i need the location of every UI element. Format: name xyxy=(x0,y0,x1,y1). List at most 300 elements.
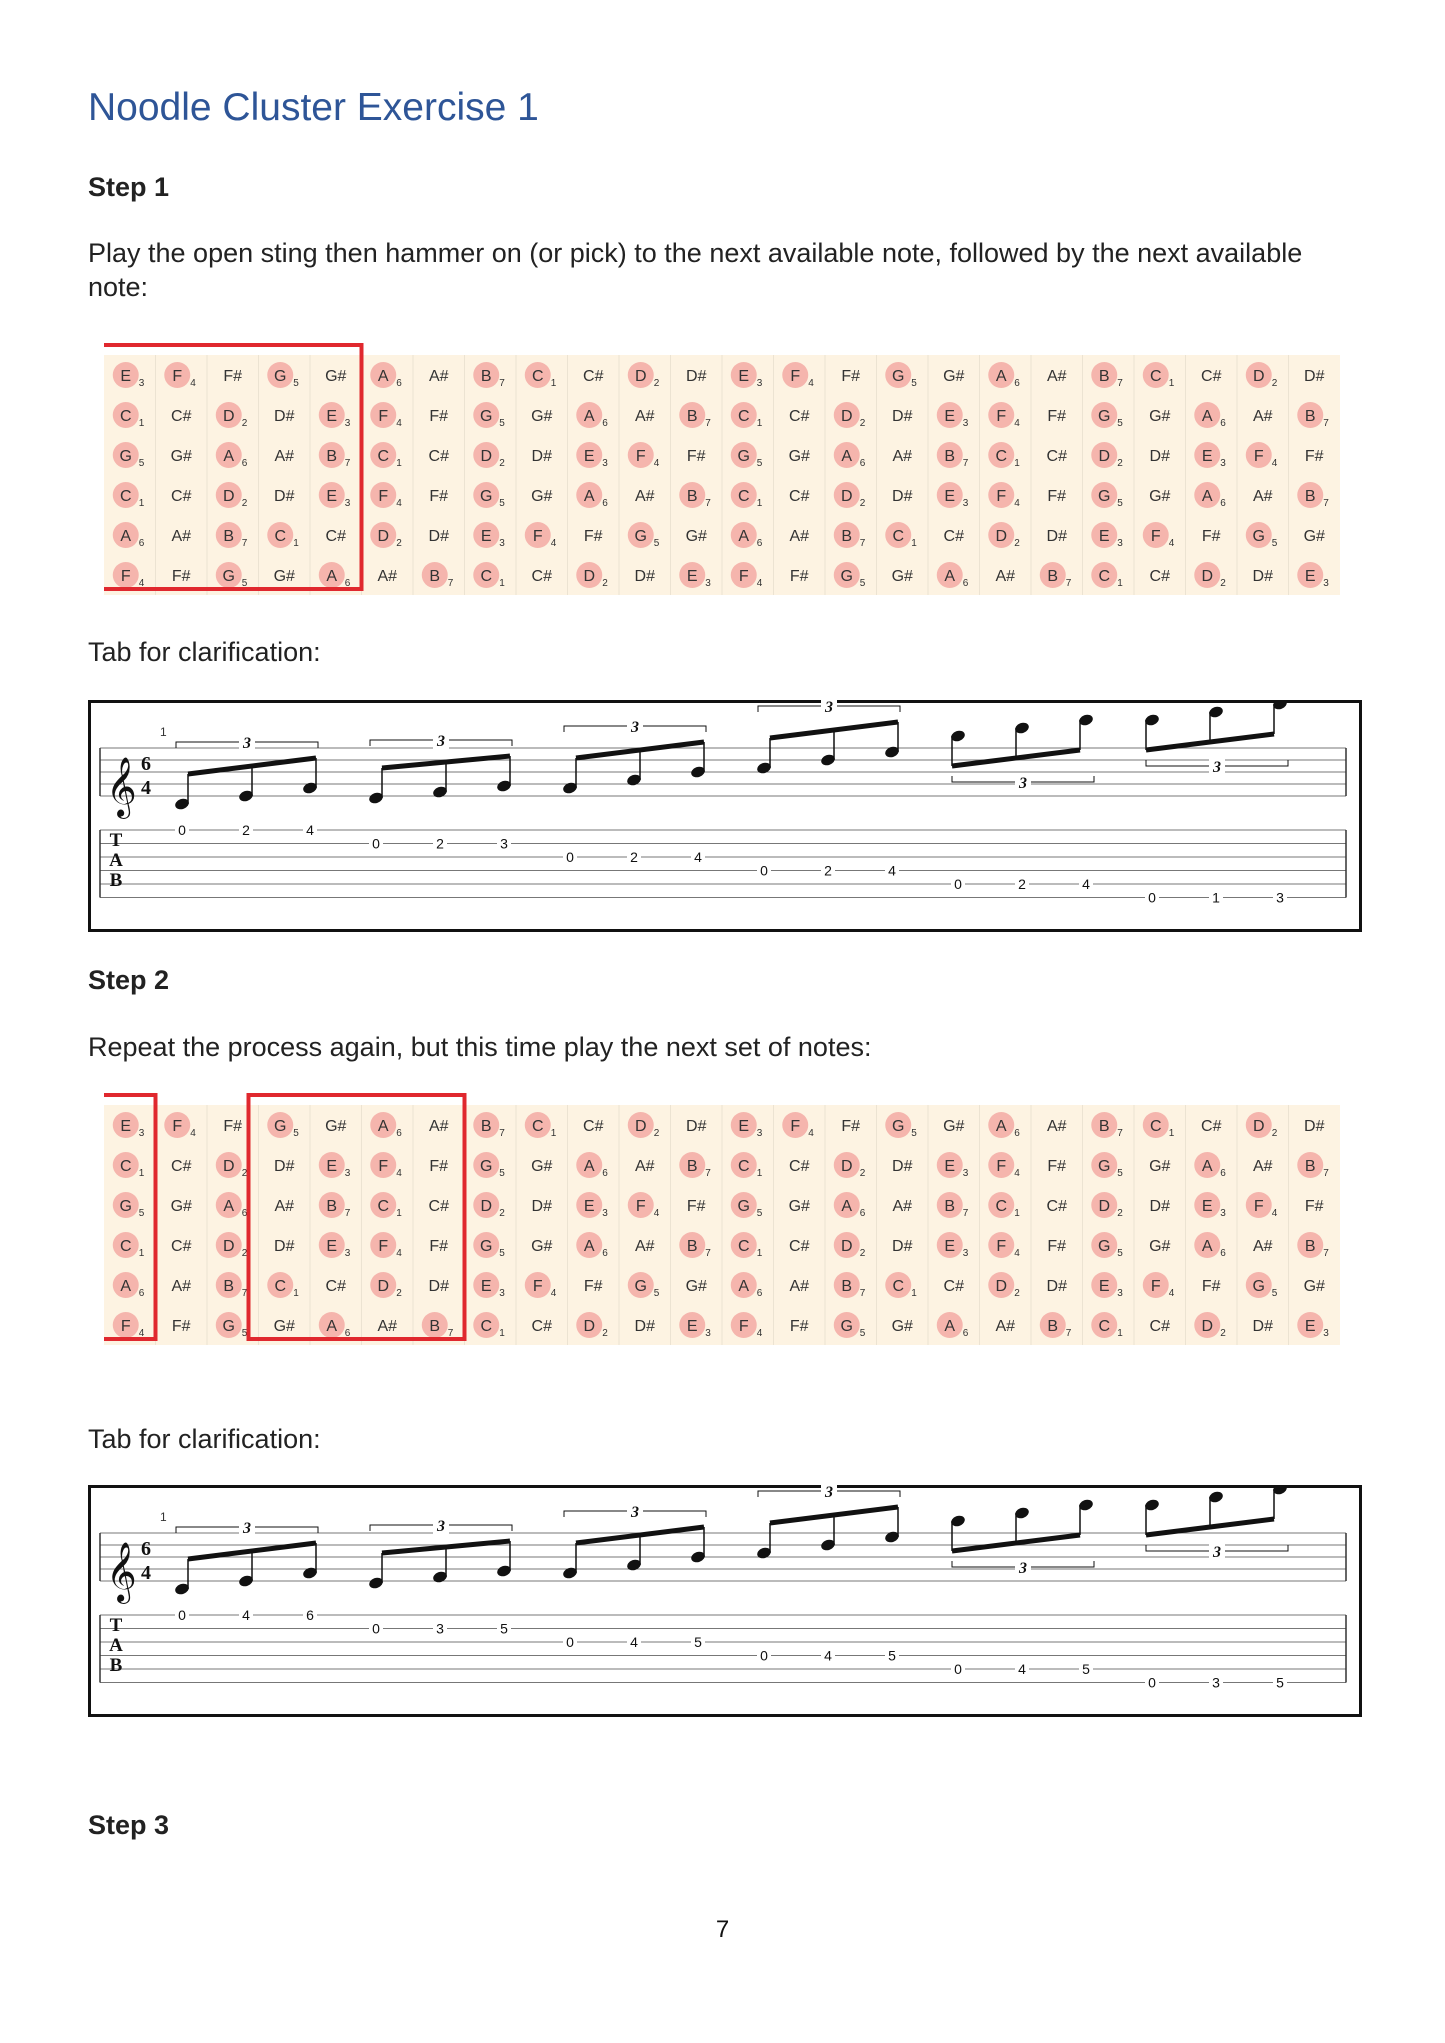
note-name: G# xyxy=(891,568,913,585)
note-subscript: 1 xyxy=(396,1208,402,1219)
note-subscript: 1 xyxy=(756,498,763,509)
note-subscript: 5 xyxy=(293,378,299,389)
note-name: D xyxy=(377,1278,390,1295)
fretboard-note xyxy=(1305,448,1324,465)
note-name: G# xyxy=(531,408,553,425)
fret-number: 0 xyxy=(760,862,768,879)
fret-number: 4 xyxy=(824,1647,832,1664)
fretboard-note xyxy=(1253,1158,1273,1175)
note-subscript: 7 xyxy=(1323,498,1329,509)
note-name: F xyxy=(120,1318,131,1335)
fretboard-note xyxy=(1047,1158,1066,1175)
note-name: G# xyxy=(531,488,553,505)
note-name: C xyxy=(892,528,905,545)
note-name: D xyxy=(480,1198,493,1215)
note-subscript: 7 xyxy=(1323,418,1329,429)
note-name: A# xyxy=(634,488,655,505)
note-name: F# xyxy=(223,1118,243,1135)
note-subscript: 6 xyxy=(241,1208,248,1219)
note-name: E xyxy=(686,568,698,585)
note-subscript: 2 xyxy=(653,1128,660,1139)
fret-number: 5 xyxy=(1276,1674,1284,1691)
note-name: D xyxy=(222,408,235,425)
note-name: A# xyxy=(274,1198,295,1215)
note-subscript: 4 xyxy=(1014,1168,1020,1179)
note-subscript: 2 xyxy=(396,538,402,549)
note-name: A# xyxy=(428,368,449,385)
note-subscript: 1 xyxy=(499,578,505,589)
note-name: A# xyxy=(634,1158,655,1175)
note-name: B xyxy=(1047,568,1059,585)
note-name: D xyxy=(583,568,596,585)
note-name: E xyxy=(944,408,956,425)
note-subscript: 1 xyxy=(293,1288,299,1299)
note-name: B xyxy=(480,1118,492,1135)
fretboard-note xyxy=(1047,1198,1068,1215)
fretboard-note xyxy=(171,488,192,505)
note-name: C xyxy=(480,568,493,585)
note-name: G# xyxy=(531,1158,553,1175)
note-subscript: 7 xyxy=(1117,1128,1123,1139)
note-name: C# xyxy=(531,568,552,585)
fretboard-note xyxy=(532,448,553,465)
note-subscript: 3 xyxy=(344,1248,351,1259)
fretboard-note xyxy=(223,1118,242,1135)
note-subscript: 1 xyxy=(396,458,402,469)
fretboard-note xyxy=(171,1238,192,1255)
note-subscript: 7 xyxy=(705,1248,711,1259)
note-name: F xyxy=(996,408,1007,425)
note-name: C# xyxy=(325,1278,346,1295)
note-name: D xyxy=(840,488,853,505)
fretboard-note xyxy=(274,568,295,585)
note-subscript: 5 xyxy=(293,1128,299,1139)
note-name: G# xyxy=(273,1318,295,1335)
note-subscript: 1 xyxy=(1014,458,1020,469)
note-name: E xyxy=(1098,1278,1110,1295)
note-name: C xyxy=(1098,1318,1111,1335)
fret-number: 2 xyxy=(242,822,250,838)
note-name: D# xyxy=(1304,368,1325,385)
tab-clef-letter: A xyxy=(109,1635,123,1656)
note-name: E xyxy=(583,1198,595,1215)
fretboard-note xyxy=(944,1278,965,1295)
note-name: F# xyxy=(429,1158,449,1175)
note-name: D# xyxy=(274,408,295,425)
tuplet-label: 3 xyxy=(243,1520,251,1537)
note-name: A xyxy=(1201,1238,1213,1255)
fretboard-note xyxy=(531,1238,552,1255)
tab-clef-letter: B xyxy=(109,1655,123,1676)
note-name: B xyxy=(326,1198,338,1215)
note-subscript: 5 xyxy=(859,1328,866,1339)
note-subscript: 5 xyxy=(653,538,660,549)
note-subscript: 1 xyxy=(756,1248,763,1259)
note-subscript: 1 xyxy=(138,1168,145,1179)
fretboard-note xyxy=(1253,488,1273,505)
note-subscript: 7 xyxy=(1117,378,1123,389)
note-subscript: 6 xyxy=(602,418,608,429)
note-subscript: 3 xyxy=(499,1288,505,1299)
fretboard-note xyxy=(789,528,809,545)
note-subscript: 5 xyxy=(241,578,248,589)
note-name: D xyxy=(1098,1198,1111,1215)
note-name: B xyxy=(1304,1158,1316,1175)
note-name: E xyxy=(944,1238,956,1255)
note-subscript: 2 xyxy=(499,1208,505,1219)
note-name: C xyxy=(995,1198,1008,1215)
note-name: A xyxy=(326,1318,338,1335)
note-name: C# xyxy=(943,1278,964,1295)
note-name: G xyxy=(1098,408,1111,425)
note-name: C# xyxy=(1201,368,1222,385)
note-subscript: 1 xyxy=(138,418,145,429)
note-subscript: 6 xyxy=(602,1168,608,1179)
note-subscript: 4 xyxy=(1014,418,1020,429)
fret-number: 4 xyxy=(888,862,896,879)
note-subscript: 5 xyxy=(499,1168,505,1179)
note-subscript: 3 xyxy=(344,418,351,429)
note-subscript: 6 xyxy=(344,1328,351,1339)
fretboard-note xyxy=(789,1238,810,1255)
fretboard-note xyxy=(892,1158,913,1175)
fretboard-note xyxy=(1047,488,1066,505)
note-name: B xyxy=(944,1198,956,1215)
fretboard-note xyxy=(429,488,448,505)
page-title: Noodle Cluster Exercise 1 xyxy=(88,86,539,129)
note-name: C xyxy=(480,1318,493,1335)
note-name: D xyxy=(1098,448,1111,465)
note-subscript: 2 xyxy=(1117,458,1123,469)
note-name: A xyxy=(583,408,595,425)
note-subscript: 1 xyxy=(911,1288,917,1299)
note-name: A xyxy=(377,368,389,385)
note-name: G# xyxy=(325,1118,347,1135)
fretboard-note xyxy=(1150,1198,1171,1215)
note-name: E xyxy=(944,1158,956,1175)
fretboard-note xyxy=(172,568,191,585)
note-name: C# xyxy=(171,488,192,505)
note-name: G xyxy=(634,1278,647,1295)
note-subscript: 3 xyxy=(1323,578,1329,589)
note-subscript: 1 xyxy=(1168,378,1175,389)
note-name: F xyxy=(1253,1198,1264,1215)
note-subscript: 6 xyxy=(396,1128,402,1139)
fretboard-note xyxy=(1149,1238,1170,1255)
note-subscript: 7 xyxy=(705,1168,711,1179)
note-subscript: 2 xyxy=(1271,1128,1278,1139)
fretboard-note xyxy=(532,1198,553,1215)
note-name: F# xyxy=(1047,1158,1067,1175)
note-name: C# xyxy=(171,1238,192,1255)
note-name: E xyxy=(326,1158,338,1175)
fretboard-note xyxy=(892,1318,913,1335)
fretboard-note xyxy=(584,528,603,545)
note-name: F xyxy=(378,1158,389,1175)
note-subscript: 1 xyxy=(293,538,299,549)
note-name: G xyxy=(737,448,750,465)
note-subscript: 2 xyxy=(859,418,866,429)
note-name: F# xyxy=(1047,408,1067,425)
time-signature-bottom: 4 xyxy=(141,777,151,799)
note-name: C xyxy=(119,408,132,425)
note-name: F xyxy=(635,448,646,465)
fret-number: 0 xyxy=(178,822,186,838)
fretboard-note xyxy=(1253,1318,1274,1335)
note-name: F# xyxy=(841,1118,861,1135)
note-subscript: 7 xyxy=(1065,578,1072,589)
fret-number: 4 xyxy=(1018,1661,1026,1677)
note-name: F# xyxy=(1047,488,1067,505)
fretboard-note xyxy=(429,1198,450,1215)
note-name: A xyxy=(738,1278,750,1295)
note-subscript: 3 xyxy=(962,1248,969,1259)
note-subscript: 3 xyxy=(705,578,711,589)
note-subscript: 2 xyxy=(859,498,866,509)
fretboard-note xyxy=(1047,1238,1066,1255)
note-name: G# xyxy=(1303,1278,1325,1295)
fret-number: 4 xyxy=(306,822,314,838)
note-subscript: 6 xyxy=(756,538,763,549)
note-name: G xyxy=(274,1118,287,1135)
note-name: C# xyxy=(171,408,192,425)
note-name: G xyxy=(1252,528,1265,545)
note-name: F xyxy=(378,488,389,505)
note-name: D# xyxy=(634,568,655,585)
fretboard-note xyxy=(635,408,655,425)
note-name: G# xyxy=(685,1278,707,1295)
note-name: E xyxy=(738,1118,750,1135)
note-name: G xyxy=(480,408,493,425)
fretboard-note xyxy=(532,568,553,585)
note-name: B xyxy=(1304,1238,1316,1255)
note-name: F# xyxy=(1047,1238,1067,1255)
fret-number: 3 xyxy=(436,1620,444,1637)
fretboard-note xyxy=(429,528,450,545)
fretboard-note xyxy=(635,1238,655,1255)
fretboard-note xyxy=(531,488,552,505)
note-subscript: 5 xyxy=(1117,418,1123,429)
time-signature-top: 6 xyxy=(141,753,151,775)
note-name: G# xyxy=(788,1198,810,1215)
note-name: F xyxy=(996,1238,1007,1255)
fretboard-note xyxy=(274,448,294,465)
fretboard-note xyxy=(531,408,552,425)
note-subscript: 4 xyxy=(808,1128,814,1139)
note-name: E xyxy=(1304,1318,1316,1335)
fret-number: 2 xyxy=(630,849,638,865)
note-subscript: 6 xyxy=(602,1248,608,1259)
note-name: C xyxy=(377,448,390,465)
fretboard-note xyxy=(1304,1118,1325,1135)
fretboard-note xyxy=(429,1158,448,1175)
fretboard-note xyxy=(892,568,913,585)
note-name: F# xyxy=(1201,528,1221,545)
note-name: F xyxy=(120,568,131,585)
note-name: A xyxy=(1201,1158,1213,1175)
fretboard-note xyxy=(583,1118,604,1135)
note-subscript: 2 xyxy=(859,1168,866,1179)
note-name: G xyxy=(1098,1158,1111,1175)
note-subscript: 7 xyxy=(499,378,505,389)
note-subscript: 4 xyxy=(190,1128,196,1139)
note-subscript: 4 xyxy=(396,418,402,429)
fretboard-note xyxy=(171,528,191,545)
measure-number: 1 xyxy=(160,725,167,739)
tab-clef-letter: A xyxy=(109,850,123,871)
note-name: A xyxy=(1201,408,1213,425)
note-name: D# xyxy=(1252,568,1273,585)
note-name: G xyxy=(1098,488,1111,505)
note-name: A# xyxy=(1252,488,1273,505)
note-subscript: 1 xyxy=(138,1248,145,1259)
note-name: F xyxy=(790,368,801,385)
fretboard-note xyxy=(531,1158,552,1175)
note-name: C# xyxy=(789,408,810,425)
note-subscript: 4 xyxy=(653,458,660,469)
fretboard-note xyxy=(171,1198,192,1215)
note-name: C# xyxy=(1201,1118,1222,1135)
note-name: C xyxy=(119,488,132,505)
fretboard-note xyxy=(377,568,397,585)
note-name: C# xyxy=(428,448,449,465)
time-signature-top: 6 xyxy=(141,1538,151,1560)
note-name: D# xyxy=(892,488,913,505)
note-name: E xyxy=(480,528,492,545)
tab-frame xyxy=(90,702,1361,931)
fretboard-note xyxy=(1047,528,1068,545)
fretboard-note xyxy=(274,408,295,425)
note-subscript: 3 xyxy=(344,498,351,509)
note-name: A xyxy=(120,1278,132,1295)
fretboard-note xyxy=(789,1198,810,1215)
note-name: D xyxy=(1201,568,1214,585)
fretboard-note xyxy=(326,528,347,545)
note-name: F xyxy=(378,1238,389,1255)
note-name: A# xyxy=(1252,1238,1273,1255)
fretboard-note xyxy=(892,1198,912,1215)
note-name: G# xyxy=(170,1198,192,1215)
note-name: C xyxy=(274,528,287,545)
note-subscript: 5 xyxy=(138,458,145,469)
note-subscript: 7 xyxy=(859,538,866,549)
note-subscript: 2 xyxy=(396,1288,402,1299)
fretboard-note xyxy=(274,488,295,505)
note-subscript: 2 xyxy=(241,1168,248,1179)
note-subscript: 6 xyxy=(756,1288,763,1299)
note-name: E xyxy=(1201,448,1213,465)
note-name: B xyxy=(326,448,338,465)
note-subscript: 4 xyxy=(550,538,557,549)
note-name: F xyxy=(635,1198,646,1215)
note-name: C# xyxy=(583,368,604,385)
tuplet-label: 3 xyxy=(631,1504,639,1521)
note-name: F xyxy=(532,1278,543,1295)
note-name: C xyxy=(531,368,544,385)
fret-number: 0 xyxy=(1148,1674,1156,1691)
note-subscript: 3 xyxy=(344,1168,351,1179)
fretboard-note xyxy=(943,368,964,385)
note-name: D# xyxy=(531,448,552,465)
note-name: A xyxy=(738,528,750,545)
note-name: E xyxy=(1098,528,1110,545)
note-subscript: 3 xyxy=(1117,538,1123,549)
note-name: F# xyxy=(223,368,243,385)
note-name: A# xyxy=(634,1238,655,1255)
note-subscript: 6 xyxy=(859,1208,866,1219)
note-name: G xyxy=(737,1198,750,1215)
note-name: F# xyxy=(171,1318,191,1335)
step-2-instructions: Repeat the process again, but this time play the next set of notes: xyxy=(88,1032,872,1062)
note-subscript: 5 xyxy=(241,1328,248,1339)
note-name: B xyxy=(1304,488,1316,505)
note-name: B xyxy=(686,488,698,505)
fretboard-note xyxy=(429,1238,448,1255)
tuplet-label: 3 xyxy=(1019,775,1027,792)
note-subscript: 7 xyxy=(962,458,969,469)
fret-number: 1 xyxy=(1212,889,1220,906)
note-subscript: 1 xyxy=(1117,1328,1123,1339)
note-subscript: 7 xyxy=(447,578,454,589)
tuplet-label: 3 xyxy=(1019,1560,1027,1577)
note-name: D xyxy=(634,368,647,385)
note-name: A xyxy=(1201,488,1213,505)
note-name: F# xyxy=(686,1198,706,1215)
note-name: C xyxy=(531,1118,544,1135)
fretboard-note xyxy=(1201,368,1222,385)
tab-frame xyxy=(90,1487,1361,1716)
note-subscript: 5 xyxy=(1117,498,1123,509)
fretboard-note xyxy=(429,1278,450,1295)
tuplet-label: 3 xyxy=(631,719,639,736)
note-name: G# xyxy=(170,448,192,465)
fretboard-note xyxy=(171,1278,191,1295)
note-name: A xyxy=(944,568,956,585)
note-name: C# xyxy=(789,1158,810,1175)
note-name: C xyxy=(377,1198,390,1215)
treble-clef-icon: 𝄞 xyxy=(106,757,137,817)
note-name: G xyxy=(274,368,287,385)
fret-number: 5 xyxy=(888,1647,896,1664)
note-name: G xyxy=(1252,1278,1265,1295)
fretboard-note xyxy=(325,1118,346,1135)
note-name: A# xyxy=(428,1118,449,1135)
fret-number: 2 xyxy=(1018,876,1026,892)
note-name: A xyxy=(120,528,132,545)
fretboard-note xyxy=(377,1318,397,1335)
note-subscript: 2 xyxy=(499,458,505,469)
fretboard-note xyxy=(584,1278,603,1295)
step-2-heading: Step 2 xyxy=(88,965,170,995)
note-subscript: 6 xyxy=(138,1288,145,1299)
note-subscript: 2 xyxy=(1014,538,1020,549)
tab-clef-letter: B xyxy=(109,870,123,891)
fretboard-note xyxy=(1149,1158,1170,1175)
fret-number: 5 xyxy=(694,1634,702,1650)
note-subscript: 2 xyxy=(1220,578,1226,589)
note-name: F# xyxy=(1304,448,1324,465)
fret-number: 2 xyxy=(436,835,444,852)
tuplet-label: 3 xyxy=(1213,759,1221,776)
fretboard-note xyxy=(789,488,810,505)
note-name: C# xyxy=(583,1118,604,1135)
note-subscript: 2 xyxy=(859,1248,866,1259)
note-name: D xyxy=(583,1318,596,1335)
note-name: C# xyxy=(1046,1198,1067,1215)
note-name: F xyxy=(790,1118,801,1135)
note-subscript: 1 xyxy=(550,1128,557,1139)
note-name: G xyxy=(480,488,493,505)
